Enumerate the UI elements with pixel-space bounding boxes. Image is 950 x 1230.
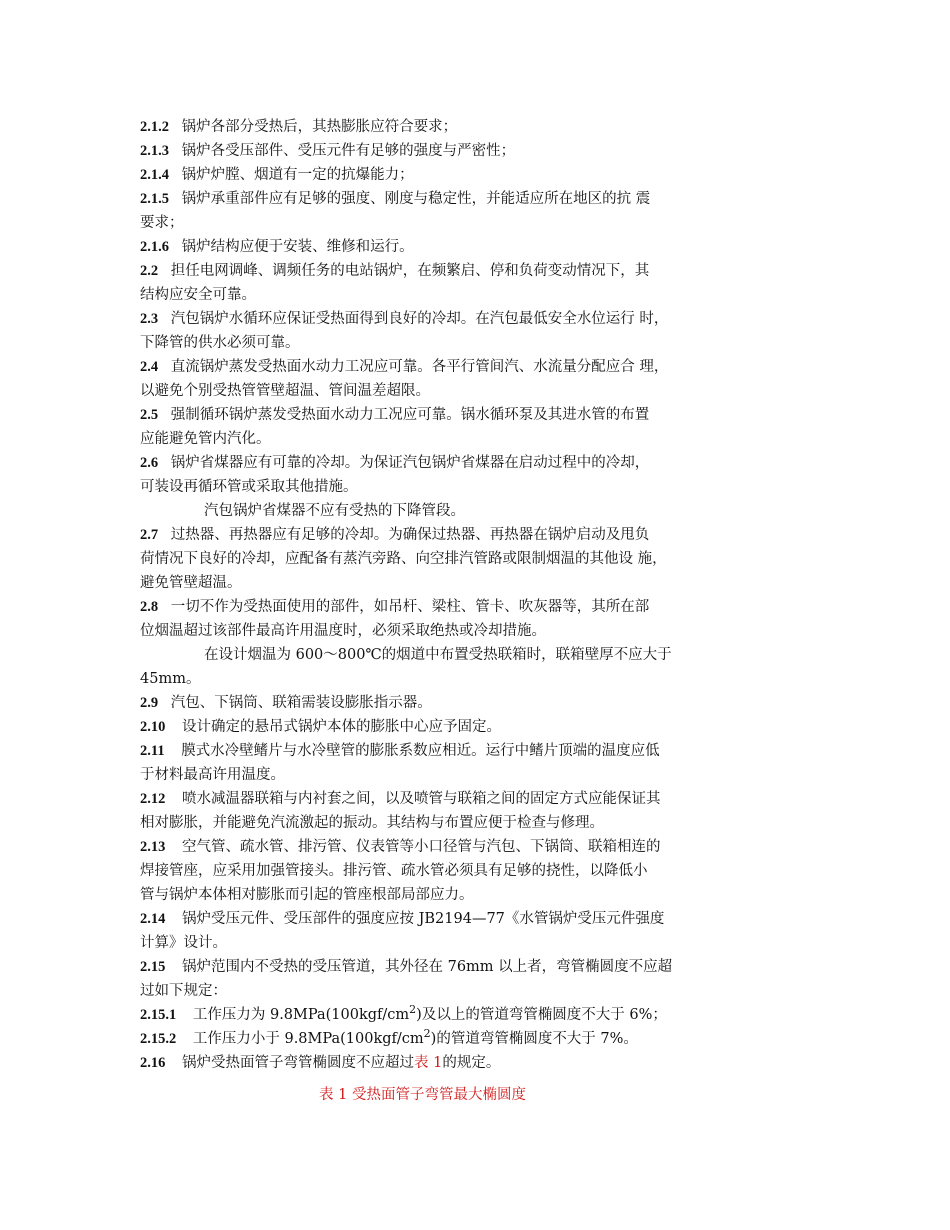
- clause-number: 2.10: [140, 719, 166, 735]
- clause-text: 汽包、下锅筒、联箱需装设膨胀指示器。: [170, 695, 432, 711]
- clause-2-2: [140, 259, 740, 283]
- clause-2-15-1: [140, 1003, 740, 1027]
- clause-number: 2.1.4: [140, 167, 169, 183]
- clause-2-6: [140, 451, 740, 475]
- clause-text-part-a: 工作压力小于 9.8MPa(100kgf/cm: [192, 1031, 424, 1047]
- clause-2-15-continuation: 过如下规定：: [140, 983, 227, 999]
- clause-2-13-continuation: 焊接管座，应采用加强管接头。排污管、疏水管必须具有足够的挠性，以降低小: [140, 863, 648, 879]
- clause-text: 强制循环锅炉蒸发受热面水动力工况应可靠。锅水循环泵及其进水管的布置: [170, 407, 650, 423]
- clause-2-3-continuation: 下降管的供水必须可靠。: [140, 335, 300, 351]
- clause-text-part-b: )及以上的管道弯管椭圆度不大于 6%；: [416, 1007, 667, 1023]
- clause-2-11-continuation: 于材料最高许用温度。: [140, 767, 285, 783]
- clause-2-4-continuation: 以避免个别受热管管壁超温、管间温差超限。: [140, 383, 430, 399]
- clause-text: 锅炉各受压部件、受压元件有足够的强度与严密性；: [181, 143, 516, 159]
- clause-number: 2.15.2: [140, 1031, 177, 1047]
- clause-text-part-a: 工作压力为 9.8MPa(100kgf/cm: [192, 1007, 410, 1023]
- clause-number: 2.2: [140, 263, 159, 279]
- clause-number: 2.11: [140, 743, 165, 759]
- clause-number: 2.13: [140, 839, 166, 855]
- clause-2-6-note: 汽包锅炉省煤器不应有受热的下降管段。: [204, 503, 465, 519]
- clause-2-1-4: [140, 163, 740, 187]
- clause-2-7-continuation: 荷情况下良好的冷却，应配备有蒸汽旁路、向空排汽管路或限制烟温的其他设 施，: [140, 551, 667, 567]
- clause-number: 2.15: [140, 959, 166, 975]
- clause-2-15: [140, 955, 740, 979]
- clause-number: 2.12: [140, 791, 166, 807]
- clause-2-6-continuation: 可装设再循环管或采取其他措施。: [140, 479, 358, 495]
- clause-text: 汽包锅炉水循环应保证受热面得到良好的冷却。在汽包最低安全水位运行 时，: [170, 311, 669, 327]
- clause-text: 锅炉炉膛、烟道有一定的抗爆能力；: [181, 167, 414, 183]
- clause-text: 锅炉承重部件应有足够的强度、刚度与稳定性，并能适应所在地区的抗 震: [181, 191, 651, 207]
- clause-2-9: [140, 691, 740, 715]
- clause-2-7: [140, 523, 740, 547]
- clause-text: 空气管、疏水管、排污管、仪表管等小口径管与汽包、下锅筒、联箱相连的: [181, 839, 661, 855]
- clause-2-12-continuation: 相对膨胀，并能避免汽流激起的振动。其结构与布置应便于检查与修理。: [140, 815, 604, 831]
- clause-2-5: [140, 403, 740, 427]
- clause-text: 一切不作为受热面使用的部件，如吊杆、梁柱、管卡、吹灰器等，其所在部: [170, 599, 650, 615]
- clause-2-8: [140, 595, 740, 619]
- clause-2-5-continuation: 应能避免管内汽化。: [140, 431, 271, 447]
- clause-2-8-note-continuation: 45mm。: [140, 671, 201, 687]
- superscript: 2: [409, 1003, 417, 1016]
- clause-2-1-2: [140, 115, 740, 139]
- clause-2-1-6: [140, 235, 740, 259]
- clause-number: 2.4: [140, 359, 159, 375]
- clause-2-2-continuation: 结构应安全可靠。: [140, 287, 256, 303]
- superscript: 2: [423, 1027, 431, 1040]
- clause-number: 2.15.1: [140, 1007, 177, 1023]
- clause-number: 2.1.6: [140, 239, 169, 255]
- clause-number: 2.14: [140, 911, 166, 927]
- clause-text: 锅炉结构应便于安装、维修和运行。: [181, 239, 414, 255]
- clause-text-part-b: )的管道弯管椭圆度不大于 7%。: [430, 1031, 638, 1047]
- clause-2-3: [140, 307, 740, 331]
- clause-number: 2.5: [140, 407, 159, 423]
- clause-2-10: [140, 715, 740, 739]
- clause-2-11: [140, 739, 740, 763]
- clause-number: 2.1.3: [140, 143, 169, 159]
- clause-number: 2.1.2: [140, 119, 169, 135]
- clause-2-14: [140, 907, 740, 931]
- clause-2-1-5-continuation: 要求；: [140, 215, 184, 231]
- clause-text: 锅炉省煤器应有可靠的冷却。为保证汽包锅炉省煤器在启动过程中的冷却，: [170, 455, 650, 471]
- clause-text: 直流锅炉蒸发受热面水动力工况应可靠。各平行管间汽、水流量分配应合 理，: [170, 359, 669, 375]
- clause-2-13: [140, 835, 740, 859]
- clause-text-part-a: 锅炉受热面管子弯管椭圆度不应超过: [181, 1055, 414, 1071]
- clause-text: 锅炉各部分受热后，其热膨胀应符合要求；: [181, 119, 458, 135]
- clause-2-7-continuation-2: 避免管壁超温。: [140, 575, 242, 591]
- clause-2-12: [140, 787, 740, 811]
- clause-text: 喷水减温器联箱与内衬套之间，以及喷管与联箱之间的固定方式应能保证其: [181, 791, 661, 807]
- clause-text: 担任电网调峰、调频任务的电站锅炉，在频繁启、停和负荷变动情况下，其: [170, 263, 650, 279]
- clause-number: 2.16: [140, 1055, 166, 1071]
- clause-2-1-3: [140, 139, 740, 163]
- clause-2-8-note: 在设计烟温为 600～800℃的烟道中布置受热联箱时，联箱壁厚不应大于: [204, 647, 672, 663]
- clause-2-16: [140, 1051, 740, 1075]
- document-body: [140, 115, 740, 1075]
- clause-number: 2.9: [140, 695, 159, 711]
- clause-number: 2.8: [140, 599, 159, 615]
- clause-number: 2.3: [140, 311, 159, 327]
- clause-number: 2.6: [140, 455, 159, 471]
- clause-2-15-2: [140, 1027, 740, 1051]
- clause-text: 锅炉范围内不受热的受压管道，其外径在 76mm 以上者，弯管椭圆度不应超: [181, 959, 673, 975]
- clause-text-part-b: 的规定。: [442, 1055, 501, 1071]
- clause-number: 2.7: [140, 527, 159, 543]
- clause-2-8-continuation: 位烟温超过该部件最高许用温度时，必须采取绝热或冷却措施。: [140, 623, 546, 639]
- clause-text: 锅炉受压元件、受压部件的强度应按 JB2194—77《水管锅炉受压元件强度: [181, 911, 665, 927]
- clause-text: 设计确定的悬吊式锅炉本体的膨胀中心应予固定。: [181, 719, 501, 735]
- clause-2-1-5: [140, 187, 740, 211]
- clause-number: 2.1.5: [140, 191, 169, 207]
- table-caption: 表 1 受热面管子弯管最大椭圆度: [319, 1087, 526, 1103]
- clause-2-13-continuation-2: 管与锅炉本体相对膨胀而引起的管座根部局部应力。: [140, 887, 474, 903]
- clause-2-14-continuation: 计算》设计。: [140, 935, 227, 951]
- clause-text: 膜式水冷壁鳍片与水冷壁管的膨胀系数应相近。运行中鳍片顶端的温度应低: [181, 743, 660, 759]
- clause-text: 过热器、再热器应有足够的冷却。为确保过热器、再热器在锅炉启动及甩负: [170, 527, 650, 543]
- table-1-link[interactable]: 表 1: [413, 1055, 443, 1071]
- clause-2-4: [140, 355, 740, 379]
